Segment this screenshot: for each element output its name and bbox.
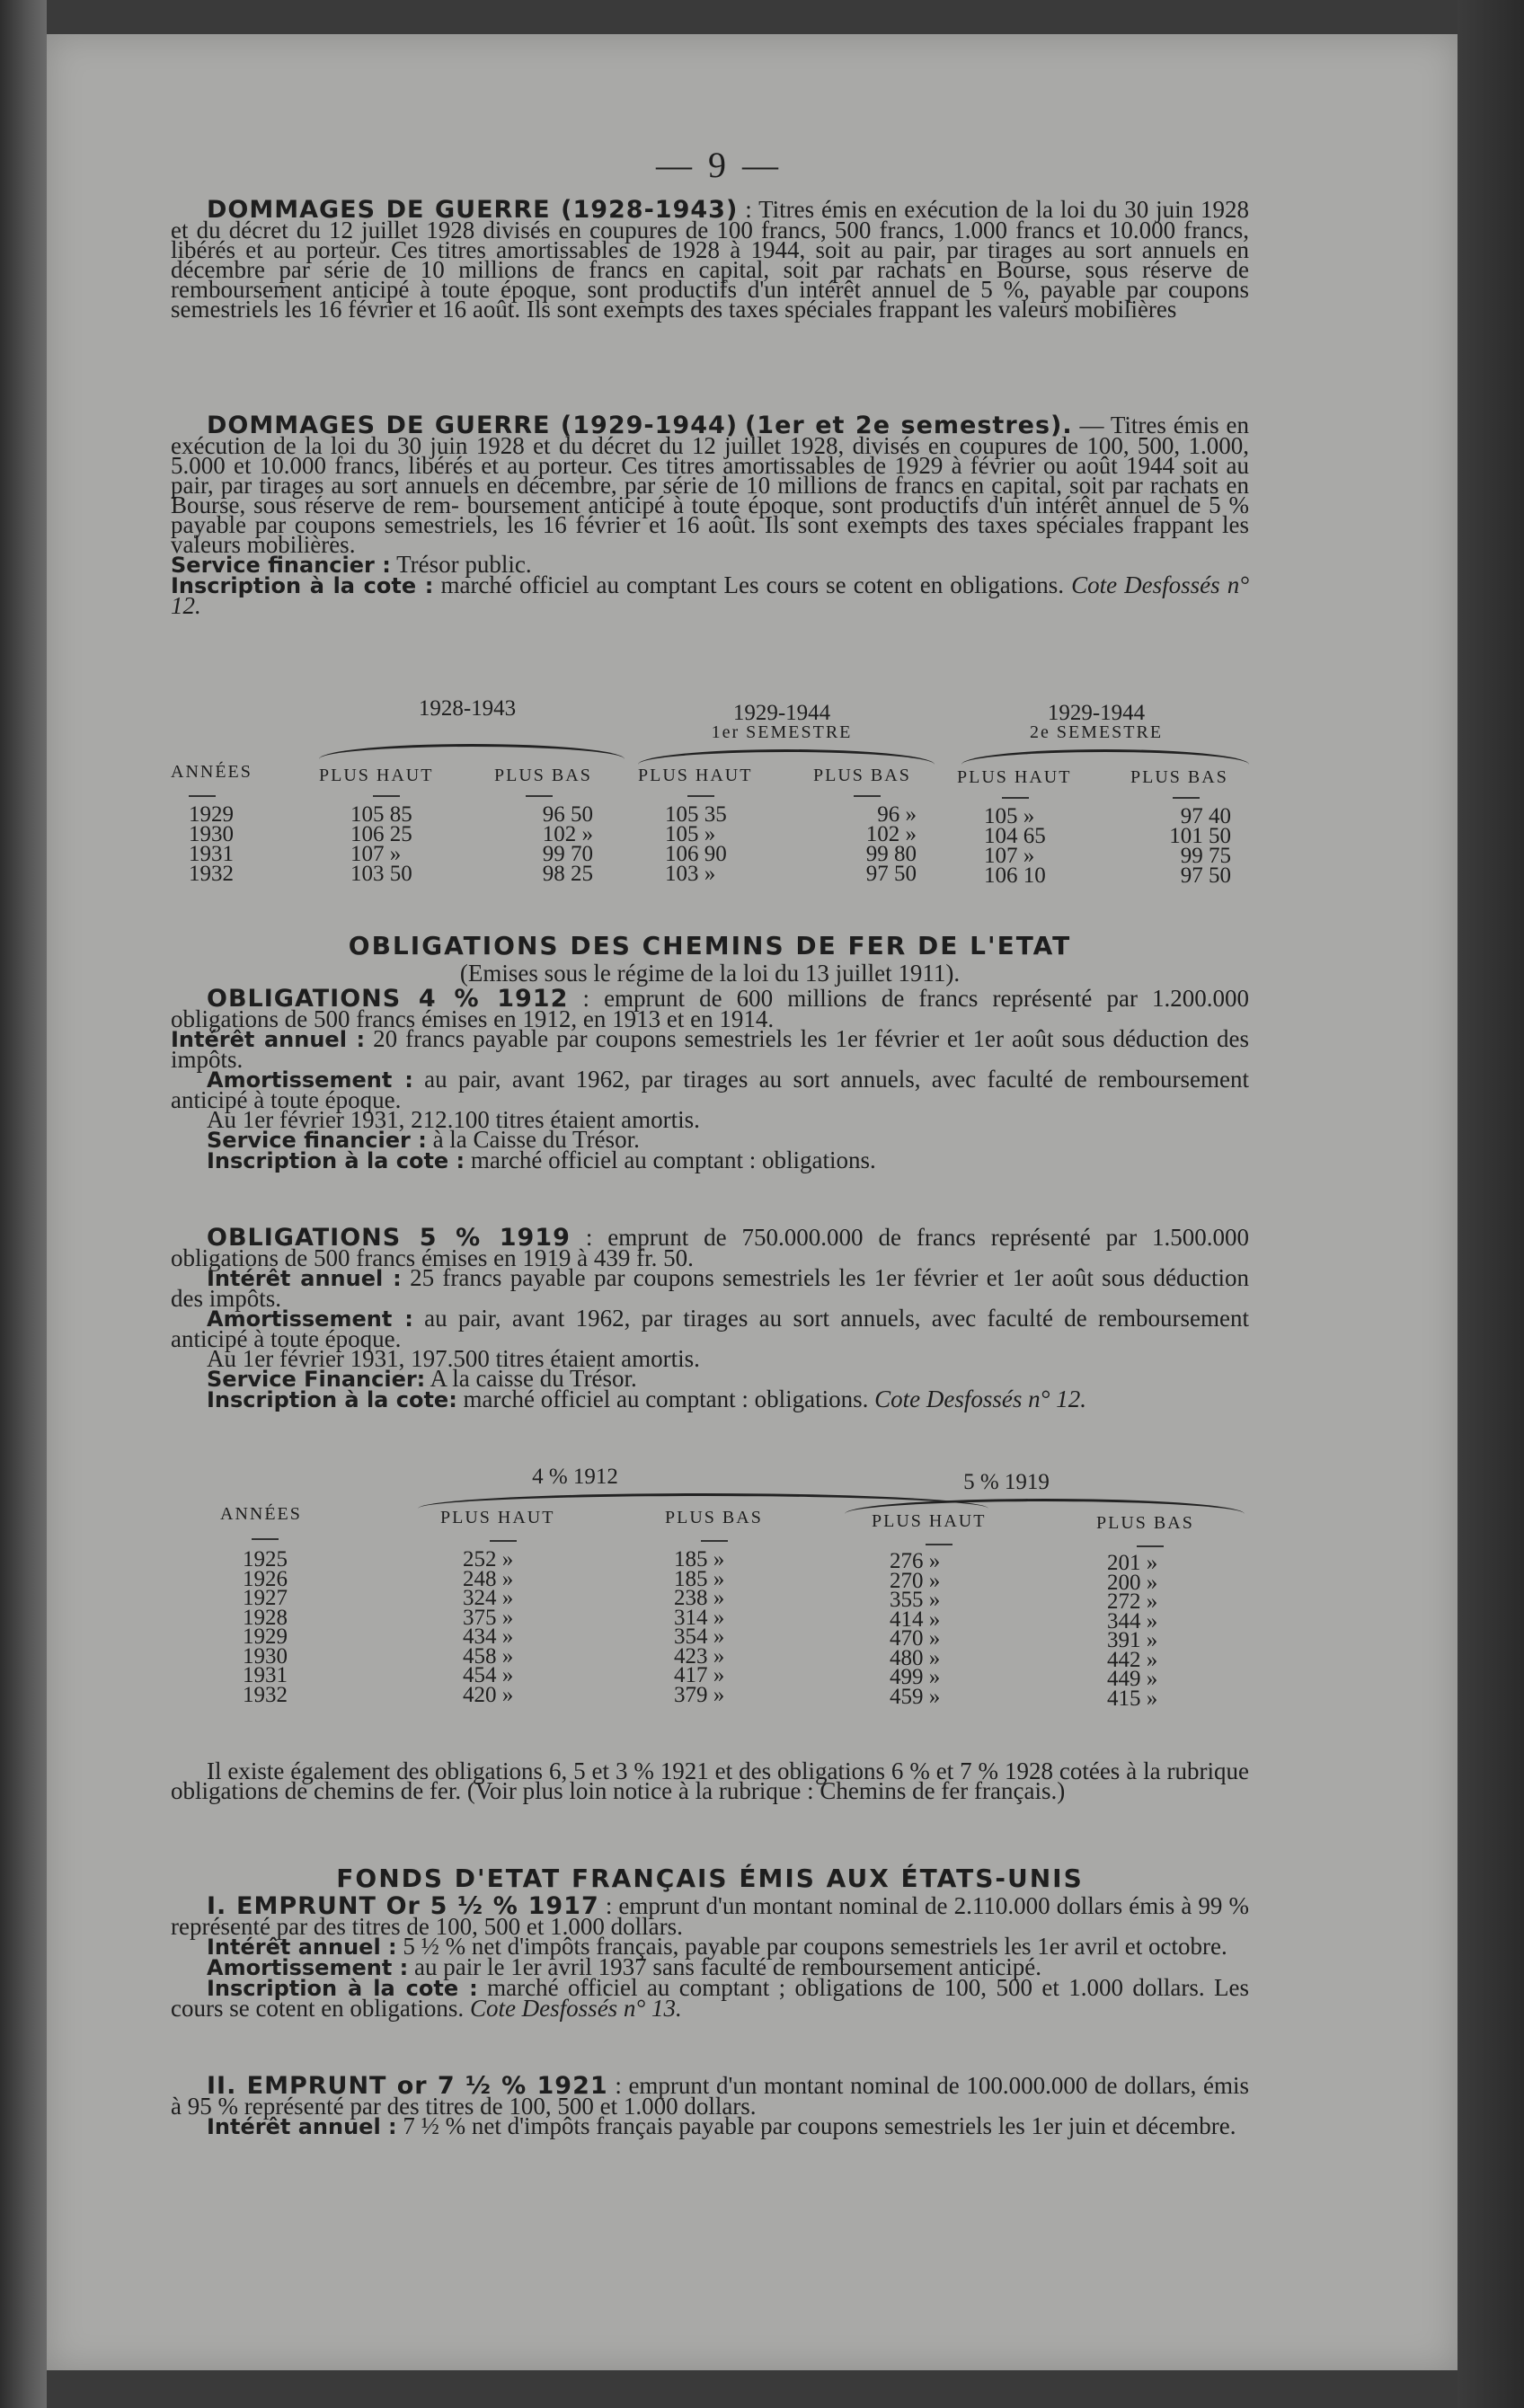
table-cell-g3-haut: 105 » (984, 804, 1035, 828)
label-inscription: Inscription à la cote : (171, 573, 434, 598)
heading-dommages-1929: DOMMAGES DE GUERRE (1929-1944) (207, 412, 739, 439)
dash (189, 795, 216, 797)
table-cell-g3-bas: 101 50 (1169, 824, 1231, 848)
table-cell-g3-haut: 107 » (984, 844, 1035, 868)
group-subheader: 1er SEMESTRE (711, 722, 853, 742)
table-cell-years: 1926 (243, 1566, 288, 1591)
table-cell-a-bas: 314 » (674, 1605, 725, 1630)
cote-reference: Cote Desfossés n° 12. (874, 1385, 1086, 1412)
table-cell-b-haut: 499 » (890, 1665, 941, 1689)
table-cell-b-haut: 355 » (890, 1588, 941, 1612)
group-header: 1929-1944 (1047, 701, 1146, 725)
label-interet: Intérêt annuel : (207, 1934, 397, 1960)
group-header: 4 % 1912 (532, 1465, 618, 1489)
interet-text: 25 francs payable par coupons semestriels les 1er février et 1er août sous déduction des impôts. (171, 1264, 1249, 1312)
table-cell-g2-bas: 97 50 (865, 862, 917, 886)
col-header-annees: ANNÉES (220, 1504, 302, 1524)
table-cell-a-bas: 379 » (674, 1682, 725, 1707)
label-amortissement: Amortissement : (207, 1067, 413, 1093)
paragraph-dommages-1928 (171, 196, 1250, 323)
inscription-text: marché officiel au comptant : obligations. (463, 1385, 869, 1412)
table-cell-g2-haut: 103 » (665, 862, 716, 886)
service-text: Trésor public. (396, 551, 532, 578)
table-cell-g2-bas: 102 » (865, 822, 917, 846)
table-cell-a-haut: 420 » (463, 1682, 514, 1707)
label-inscription: Inscription à la cote : (207, 1976, 478, 2001)
table-cell-g1-bas: 99 70 (542, 842, 593, 866)
inscription-text: marché officiel au comptant ; obligations de 100, 500 et 1.000 dollars. Les cours se cotent en obligations. (171, 1974, 1249, 2022)
inscription-text: marché officiel au comptant Les cours se cotent en obligations. (440, 571, 1065, 598)
table-cell-b-haut: 276 » (890, 1549, 941, 1573)
table-cell-years: 1931 (243, 1663, 288, 1687)
table-cell-g3-bas: 99 75 (1180, 844, 1231, 868)
col-header-bas: PLUS BAS (494, 766, 592, 785)
note-text: Il existe également des obligations 6, 5 et 3 % 1921 et des obligations 6 % et 7 % 1928 cotées à la rubrique obligations de chemins de fer. (Voir plus loin notice à la rubrique : Chemins de fer français.) (171, 1757, 1249, 1804)
col-header-bas: PLUS BAS (665, 1508, 763, 1527)
dash (854, 795, 881, 797)
table-cell-a-haut: 248 » (463, 1566, 514, 1591)
amortissement-text: au pair, avant 1962, par tirages au sort annuels, avec faculté de remboursement anticipé à toute époque. (171, 1066, 1249, 1113)
dash (490, 1540, 517, 1542)
paragraph-text: : emprunt d'un montant nominal de 100.000.000 de dollars, émis à 95 % représenté par des titres de 100, 500 et 1.000 dollars. (171, 2072, 1249, 2120)
table-cell-g3-bas: 97 40 (1180, 804, 1231, 828)
table-cell-a-haut: 458 » (463, 1643, 514, 1669)
interet-text: 7 ½ % net d'impôts français payable par coupons semestriels les 1er juin et décembre. (403, 2112, 1236, 2139)
paragraph-emprunt-1917 (171, 1892, 1249, 2022)
table-cell-a-bas: 354 » (674, 1625, 725, 1649)
heading-emprunt-1921: II. EMPRUNT or 7 ½ % 1921 (207, 2072, 608, 2100)
label-service-financier: Service financier : (171, 553, 391, 578)
brace (961, 749, 1249, 765)
table-cell-g1-bas: 96 50 (542, 802, 593, 827)
col-header-annees: ANNÉES (171, 762, 253, 782)
table-cell-g2-haut: 106 90 (665, 842, 727, 866)
table-cell-a-haut: 324 » (463, 1586, 514, 1610)
table-cell-g3-bas: 97 50 (1180, 863, 1231, 888)
book-gutter (0, 0, 47, 2408)
section-subtitle: (Emises sous le régime de la loi du 13 juillet 1911). (459, 960, 961, 987)
section-title-fonds-etat: FONDS D'ETAT FRANÇAIS ÉMIS AUX ÉTATS-UNIS (336, 1864, 1084, 1893)
brace (638, 749, 935, 765)
table-cell-a-haut: 375 » (463, 1605, 514, 1630)
table-cell-a-bas: 417 » (674, 1663, 725, 1687)
table-cell-g3-haut: 106 10 (984, 863, 1046, 888)
label-interet: Intérêt annuel : (171, 1027, 366, 1052)
table-cell-b-haut: 470 » (890, 1626, 941, 1651)
heading-emprunt-1917: I. EMPRUNT Or 5 ½ % 1917 (207, 1892, 599, 1920)
table-cell-b-haut: 459 » (890, 1684, 941, 1709)
col-header-haut: PLUS HAUT (638, 766, 753, 785)
col-header-haut: PLUS HAUT (872, 1511, 987, 1531)
col-header-haut: PLUS HAUT (440, 1508, 555, 1527)
label-interet: Intérêt annuel : (207, 1266, 402, 1291)
table-cell-b-haut: 270 » (890, 1568, 941, 1593)
table-cell-b-bas: 449 » (1107, 1667, 1158, 1691)
table-cell-years: 1930 (243, 1643, 288, 1669)
paragraph-text: : Titres émis en exécution de la loi du 30 juin 1928 et du décret du 12 juillet 1928 divisés en coupures de 100 francs, 500 francs, 1.000 francs et 10.000 francs, libérés et au porteur. Ces titres amortissables de 1928 à 1944, soit au pair, par tirages au sort annuels en décembre par série de 10 millions de francs en capital, soit par rachats en Bourse, sous réserve de remboursement anticipé à toute époque, sont productifs d'un intérêt annuel de 5 %, payable par coupons semestriels les 16 février et 16 août. Ils sont exempts des taxes spéciales frappant les valeurs mobilières (171, 196, 1250, 323)
amortis-text: Au 1er février 1931, 197.500 titres étaient amortis. (207, 1345, 700, 1372)
label-amortissement: Amortissement : (207, 1306, 413, 1332)
dash (1002, 797, 1029, 799)
page-margin-right (1458, 0, 1524, 2408)
label-inscription: Inscription à la cote : (207, 1148, 465, 1173)
col-header-bas: PLUS BAS (1130, 767, 1228, 787)
label-inscription: Inscription à la cote: (207, 1387, 457, 1412)
table-cell-g2-bas: 99 80 (865, 842, 917, 866)
interet-text: 5 ½ % net d'impôts français, payable par coupons semestriels les 1er avril et octobre. (403, 1933, 1227, 1960)
group-header: 5 % 1919 (963, 1470, 1050, 1494)
dash (687, 795, 714, 797)
label-service-financier: Service financier : (207, 1128, 427, 1153)
table-cell-g1-haut: 105 85 (350, 802, 412, 827)
table-cell-b-bas: 442 » (1107, 1647, 1158, 1672)
col-header-bas: PLUS BAS (1096, 1513, 1194, 1533)
inscription-text: marché officiel au comptant : obligations. (470, 1146, 876, 1173)
paragraph-text: : emprunt de 600 millions de francs représenté par 1.200.000 obligations de 500 francs émises en 1912, en 1913 et en 1914. (171, 985, 1250, 1032)
label-amortissement: Amortissement : (207, 1955, 409, 1980)
cote-reference: Cote Desfossés n° 13. (469, 1995, 682, 2022)
paragraph-text: — Titres émis en exécution de la loi du 30 juin 1928 et du décret du 12 juillet 1928, divisés en coupures de 100, 500, 1.000, 5.000 et 10.000 francs, libérés et au porteur. Ces titres amortissables de 1929 à février ou août 1944 soit au pair, par tirages au sort annuels en décembre, par série de 10 millions de francs en capital, soit par rachats en Bourse, sous réserve de rem- boursement anticipé à toute époque, sont productifs d'un intérêt annuel de 5 % payable par coupons semestriels, les 16 février et 16 août. Ils sont exempts des taxes spéciales frappant les valeurs mobilières. (171, 412, 1250, 558)
table-cell-b-bas: 391 » (1107, 1628, 1158, 1652)
label-service-financier: Service Financier: (207, 1367, 426, 1392)
table-cell-a-bas: 185 » (674, 1566, 725, 1591)
brace (319, 744, 625, 759)
group-header: 1928-1943 (418, 696, 517, 721)
dash (926, 1544, 952, 1545)
table-cell-b-haut: 480 » (890, 1645, 941, 1670)
heading-obligations-4: OBLIGATIONS 4 % 1912 (207, 985, 569, 1013)
table-cell-a-haut: 252 » (463, 1547, 514, 1571)
table-cell-g2-haut: 105 » (665, 822, 716, 846)
table-cell-a-haut: 434 » (463, 1625, 514, 1649)
table-cell-a-haut: 454 » (463, 1663, 514, 1687)
note-paragraph (171, 1757, 1249, 1804)
table-cell-a-bas: 185 » (674, 1547, 725, 1571)
table-cell-g1-bas: 98 25 (542, 862, 593, 886)
interet-text: 20 francs payable par coupons semestriels les 1er février et 1er août sous déduction des impôts. (171, 1025, 1249, 1073)
table-cell-years: 1927 (243, 1586, 288, 1610)
page-number: — 9 — (656, 145, 782, 185)
table-cell-b-haut: 414 » (890, 1607, 941, 1632)
table-cell-b-bas: 415 » (1107, 1686, 1158, 1711)
table-cell-years: 1931 (189, 842, 234, 866)
table-cell-g2-bas: 96 » (877, 802, 917, 827)
heading-dommages-1928: DOMMAGES DE GUERRE (1928-1943) (207, 196, 739, 224)
table-cell-years: 1930 (189, 822, 234, 846)
paragraph-dommages-1929 (171, 412, 1250, 619)
heading-semestres: (1er et 2e semestres). (744, 412, 1073, 439)
col-header-haut: PLUS HAUT (319, 766, 434, 785)
table-cell-g1-haut: 103 50 (350, 862, 412, 886)
table-cell-g3-haut: 104 65 (984, 824, 1046, 848)
paragraph-emprunt-1921 (171, 2072, 1249, 2139)
table-cell-g2-haut: 105 35 (665, 802, 727, 827)
service-text: A la caisse du Trésor. (430, 1365, 637, 1392)
amortissement-text: au pair, avant 1962, par tirages au sort annuels, avec faculté de remboursement anticipé à toute époque. (171, 1305, 1249, 1352)
table-cell-b-bas: 201 » (1107, 1551, 1158, 1575)
dash (373, 795, 400, 797)
table-cell-b-bas: 272 » (1107, 1589, 1158, 1614)
table-cell-g1-bas: 102 » (542, 822, 593, 846)
dash (1137, 1545, 1164, 1547)
paragraph-obligations-4-1912 (171, 985, 1250, 1173)
group-header: 1929-1944 (732, 701, 831, 725)
service-text: à la Caisse du Trésor. (432, 1126, 640, 1153)
table-cell-a-bas: 423 » (674, 1643, 725, 1669)
amortis-text: Au 1er février 1931, 212.100 titres étaient amortis. (207, 1106, 700, 1133)
table-cell-years: 1928 (243, 1605, 288, 1630)
table-cell-years: 1932 (189, 862, 234, 886)
paragraph-text: : emprunt de 750.000.000 de francs représenté par 1.500.000 obligations de 500 francs émises en 1919 à 439 fr. 50. (171, 1224, 1249, 1271)
table-cell-a-bas: 238 » (674, 1586, 725, 1610)
group-subheader: 2e SEMESTRE (1029, 722, 1164, 742)
dash (252, 1538, 279, 1540)
dash (1173, 797, 1200, 799)
cote-reference: Cote Desfossés n° 12. (171, 571, 1250, 619)
col-header-bas: PLUS BAS (813, 766, 911, 785)
amortissement-text: au pair le 1er avril 1937 sans faculté de remboursement anticipé. (414, 1953, 1041, 1980)
heading-obligations-5: OBLIGATIONS 5 % 1919 (207, 1224, 571, 1252)
table-cell-years: 1932 (243, 1682, 288, 1707)
table-cell-years: 1929 (189, 802, 234, 827)
table-cell-g1-haut: 106 25 (350, 822, 412, 846)
paragraph-text: : emprunt d'un montant nominal de 2.110.000 dollars émis à 99 % représenté par des titres de 100, 500 et 1.000 dollars. (171, 1892, 1249, 1940)
table-cell-g1-haut: 107 » (350, 842, 402, 866)
section-title-chemins-de-fer: OBLIGATIONS DES CHEMINS DE FER DE L'ETAT (348, 931, 1072, 961)
table-cell-years: 1929 (243, 1625, 288, 1649)
dash (701, 1540, 728, 1542)
col-header-haut: PLUS HAUT (957, 767, 1072, 787)
label-interet: Intérêt annuel : (207, 2114, 397, 2139)
table-cell-years: 1925 (243, 1547, 288, 1571)
paragraph-obligations-5-1919 (171, 1224, 1249, 1412)
table-cell-b-bas: 200 » (1107, 1570, 1158, 1595)
table-cell-b-bas: 344 » (1107, 1608, 1158, 1633)
dash (526, 795, 553, 797)
